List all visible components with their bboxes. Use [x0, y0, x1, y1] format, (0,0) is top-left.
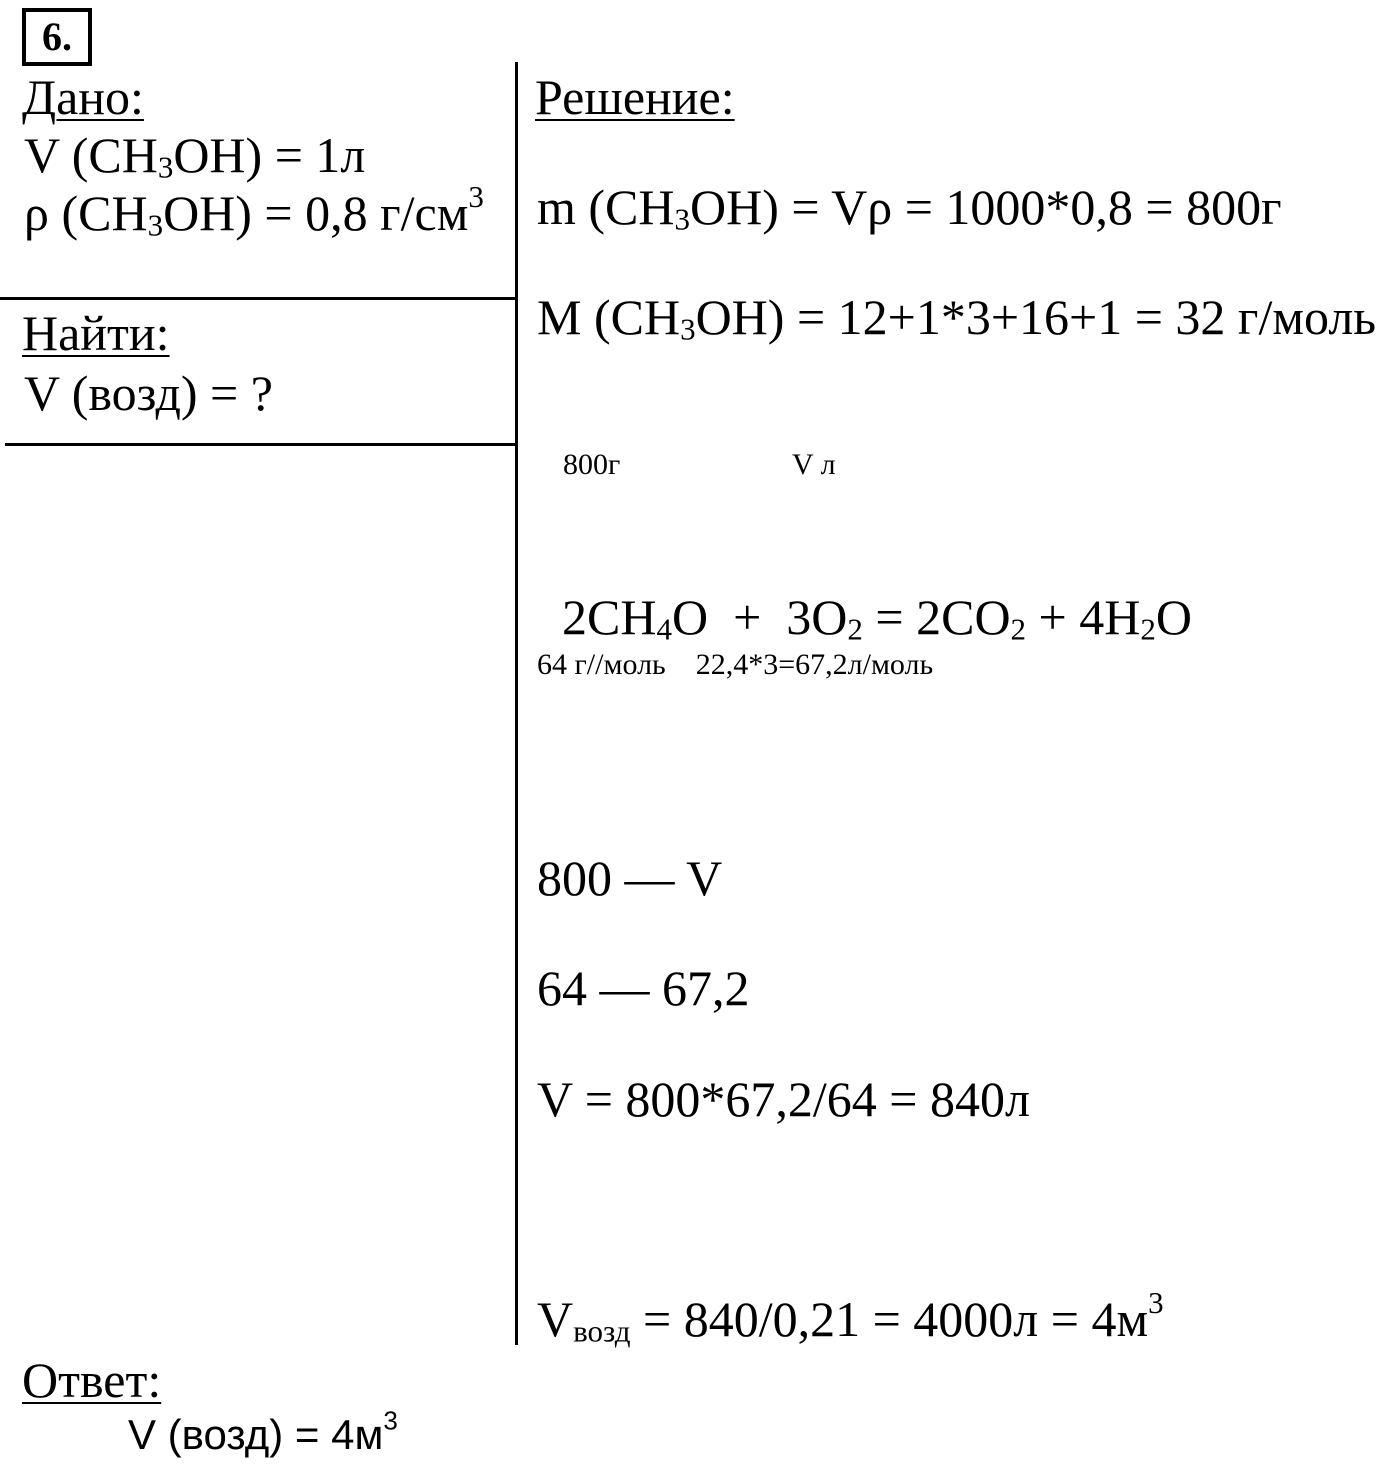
given-find-divider [0, 297, 517, 300]
molar-mass-calc: M $(CH_3OH) = 12+1*3+16+1 = 32$ г/моль [537, 289, 1377, 347]
given-heading: Дано: [22, 69, 144, 125]
above-volume-label: V л [792, 448, 836, 481]
problem-number: 6. [22, 8, 92, 66]
solution-heading: Решение: [535, 69, 735, 125]
volume-o2-calc: V = 800*67,2/64 = 840л [537, 1071, 1030, 1127]
reaction-equation: $2CH_4O + 3O_2 = 2CO_2 + 4H_2O$ [562, 589, 1192, 647]
proportion-line-2: 64 — 67,2 [537, 960, 750, 1016]
header-bottom-divider [5, 443, 517, 446]
find-heading: Найти: [22, 305, 170, 361]
given-volume: V $(CH_3OH) = 1л$ [24, 127, 366, 185]
volume-air-calc: $V_{возд} = 840/0,21 = 4000л = 4м^3$ [537, 1284, 1164, 1349]
answer-line: V (возд) = $4м^3$ [128, 1405, 398, 1458]
answer-heading: Ответ: [22, 1352, 162, 1408]
find-volume-air: V (возд) = ? [24, 365, 273, 421]
proportion-line-1: 800 — V [537, 850, 723, 906]
vertical-divider [515, 62, 518, 1345]
below-equation-label: 64 г//моль 22,4*3=67,2л/моль [537, 648, 934, 681]
given-density: ρ $(CH_3OH) = 0,8$ $г/см^3$ [24, 178, 484, 243]
above-mass-label: 800г [563, 448, 621, 481]
mass-calc: m $(CH_3OH) = V\rho = 1000*0,8 = 800г$ [537, 179, 1282, 237]
